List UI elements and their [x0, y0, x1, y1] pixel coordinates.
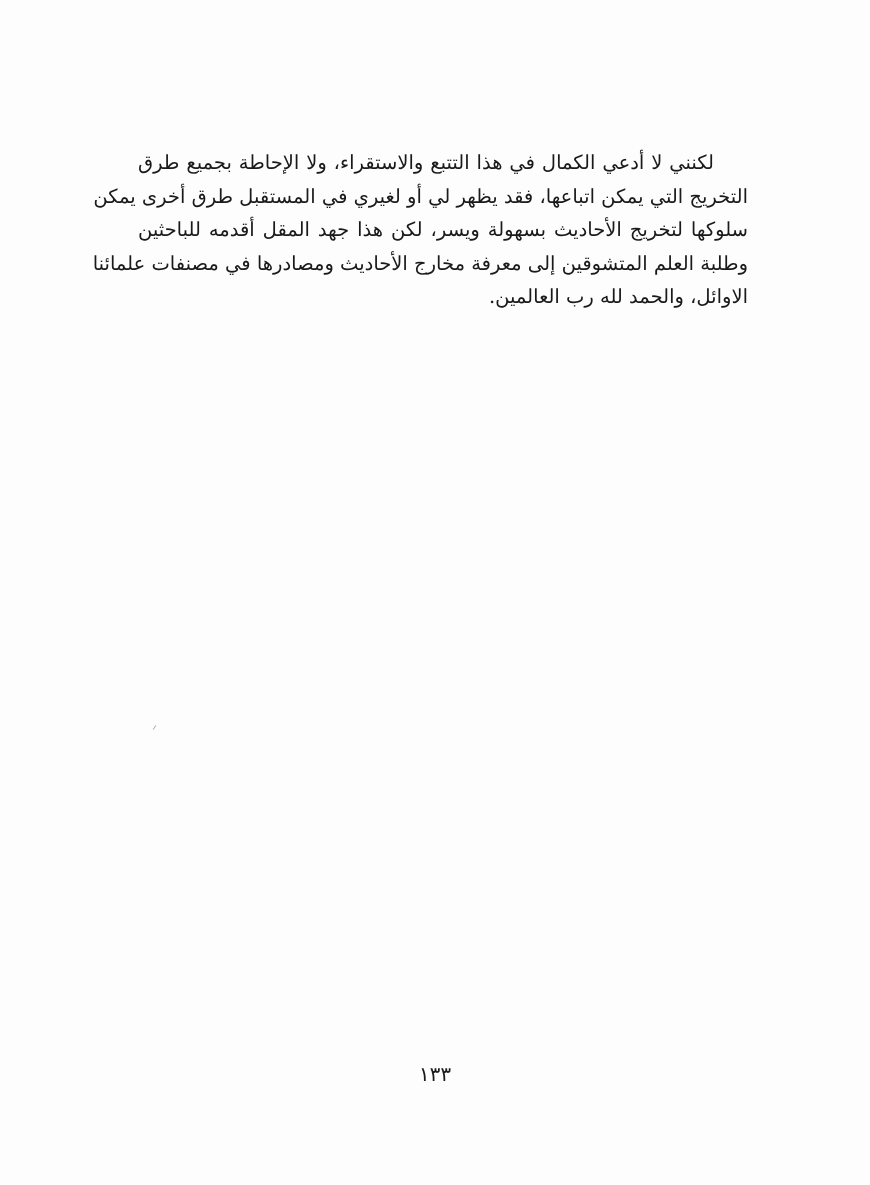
paragraph-line: التخريج التي يمكن اتباعها، فقد يظهر لي أو لغيري في المستقبل طرق أخرى يمكن — [93, 184, 748, 208]
paragraph-line: وطلبة العلم المتشوقين إلى معرفة مخارج الأحاديث ومصادرها في مصنفات علمائنا — [92, 251, 748, 275]
page-number: ١٣٣ — [418, 1062, 452, 1086]
paragraph-line: الاوائل، والحمد لله رب العالمين. — [488, 285, 748, 308]
body-paragraph — [92, 146, 748, 314]
paragraph-line: لكنني لا أدعي الكمال في هذا التتبع والاستقراء، ولا الإحاطة بجميع طرق — [138, 151, 714, 174]
paragraph-line: سلوكها لتخريج الأحاديث بسهولة ويسر، لكن هذا جهد المقل أقدمه للباحثين — [138, 218, 748, 241]
scan-speck — [153, 725, 157, 730]
